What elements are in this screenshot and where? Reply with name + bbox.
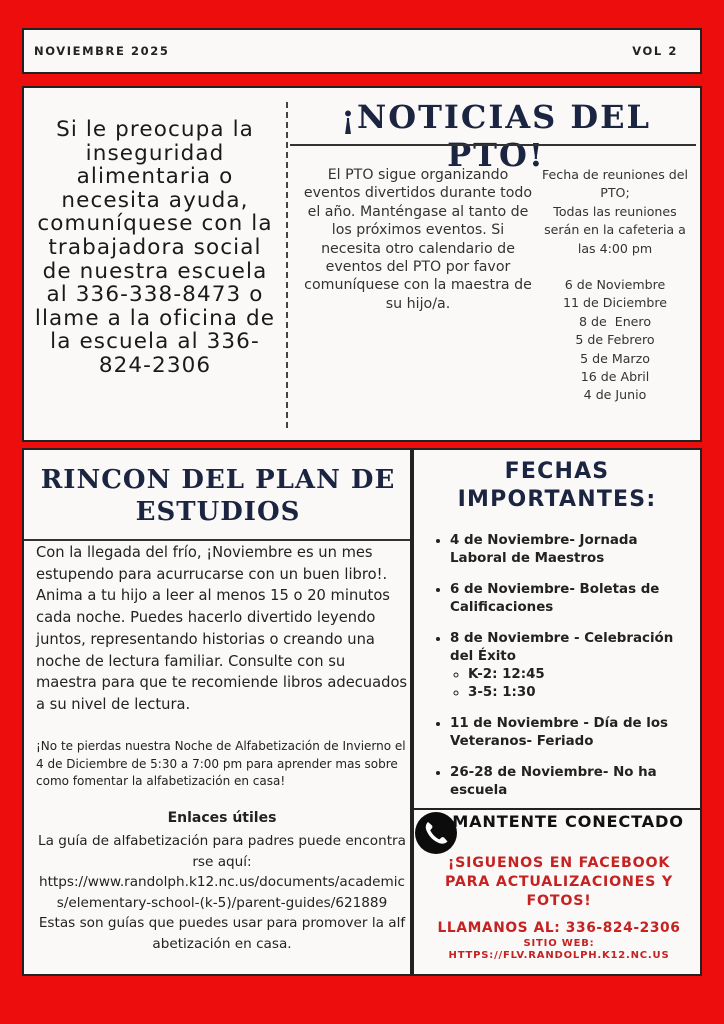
list-item: • 26-28 de Noviembre- No ha escuela (450, 764, 694, 800)
resources-link[interactable]: https://www.randolph.k12.nc.us/documents/academics/elementary-school-(k-5)/parent-guides/621889 (38, 874, 406, 911)
sub-list (450, 666, 694, 702)
phone-number: LLAMANOS AL: 336-824-2306 (437, 920, 681, 936)
important-dates-title: FECHAS IMPORTANTES: (457, 459, 657, 512)
sub-list-item: ◦ K-2: 12:45 (468, 666, 694, 684)
meeting-date: 16 de Abril (580, 369, 650, 385)
sub-list-item: ◦ 3-5: 1:30 (468, 684, 694, 702)
list-item: • 8 de Noviembre - Celebración del Éxito ◦ K-2: 12:45 ◦ 3-5: 1:30 (450, 630, 694, 702)
contact-section (412, 808, 702, 976)
list-item: • 6 de Noviembre- Boletas de Calificaciones (450, 581, 694, 617)
curriculum-paragraph: Con la llegada del frío, ¡Noviembre es un mes estupendo para acurrucarse con un buen libro!. Anima a tu hijo a leer al menos 15 o 20 minutos cada noche. Puedes hacerlo divertido leyendo juntos, representando historias o creando una noche de lectura familiar. Consulte con su maestra para que te recomiende libros adecuados a su nivel de lectura. (36, 544, 408, 713)
pto-news-body: El PTO sigue organizando eventos divertidos durante todo el año. Manténgase al tanto de los próximos eventos. Si necesita otro calendario de eventos del PTO por favor comuníquese con la maestra de su hijo/a. (303, 167, 533, 312)
meeting-date: 5 de Marzo (580, 350, 650, 366)
important-dates-section (412, 448, 702, 810)
resources-text (36, 831, 408, 955)
header-bar (22, 28, 702, 74)
issue-volume: VOL 2 (632, 44, 678, 58)
list-item: • 11 de Noviembre - Día de los Veteranos- Feriado (450, 715, 694, 751)
website-link[interactable]: HTTPS://FLV.RANDOLPH.K12.NC.US (448, 950, 670, 961)
facebook-callout: ¡SIGUENOS EN FACEBOOK PARA ACTUALIZACIONES Y FOTOS! (445, 855, 673, 909)
meeting-date: 8 de Enero (578, 313, 652, 329)
top-section (22, 86, 702, 442)
resources-outro: Estas son guías que puedes usar para promover la alfabetización en casa. (38, 915, 406, 952)
list-item: • 4 de Noviembre- Jornada Laboral de Maestros (450, 532, 694, 568)
meetings-note: Todas las reuniones serán en la cafeteria a las 4:00 pm (544, 203, 686, 256)
curriculum-title: RINCON DEL PLAN DE ESTUDIOS (40, 465, 396, 527)
curriculum-section (22, 448, 412, 976)
meeting-date: 5 de Febrero (575, 332, 655, 348)
website (424, 938, 694, 962)
meeting-date: 6 de Noviembre (564, 277, 666, 293)
meeting-date: 11 de Diciembre (562, 295, 668, 311)
contact-title: MANTENTE CONECTADO (452, 812, 684, 831)
food-insecurity-note: Si le preocupa la inseguridad alimentaria o necesita ayuda, comuníquese con la trabajadora social de nuestra escuela al 336-338-8473 o llame a la oficina de la escuela al 336-824-2306 (34, 117, 276, 378)
curriculum-title-rule (24, 539, 410, 541)
meetings-intro: Fecha de reuniones del PTO; (541, 167, 689, 201)
dashed-divider (286, 102, 288, 428)
pto-meetings (534, 166, 696, 405)
resources-heading: Enlaces útiles (167, 810, 277, 826)
pto-title-rule (290, 144, 696, 146)
literacy-night-note: ¡No te pierdas nuestra Noche de Alfabetización de Invierno el 4 de Diciembre de 5:30 a 7:00 pm para aprender mas sobre como fomentar la alfabetización en casa! (36, 739, 406, 788)
website-label: SITIO WEB: (523, 938, 595, 949)
issue-date: NOVIEMBRE 2025 (34, 44, 170, 58)
important-dates-list (414, 532, 694, 813)
pto-news-title: ¡NOTICIAS DEL PTO! (340, 98, 652, 174)
resources-intro: La guía de alfabetización para padres puede encontrarse aquí: (38, 833, 406, 870)
meeting-date: 4 de Junio (583, 387, 647, 403)
